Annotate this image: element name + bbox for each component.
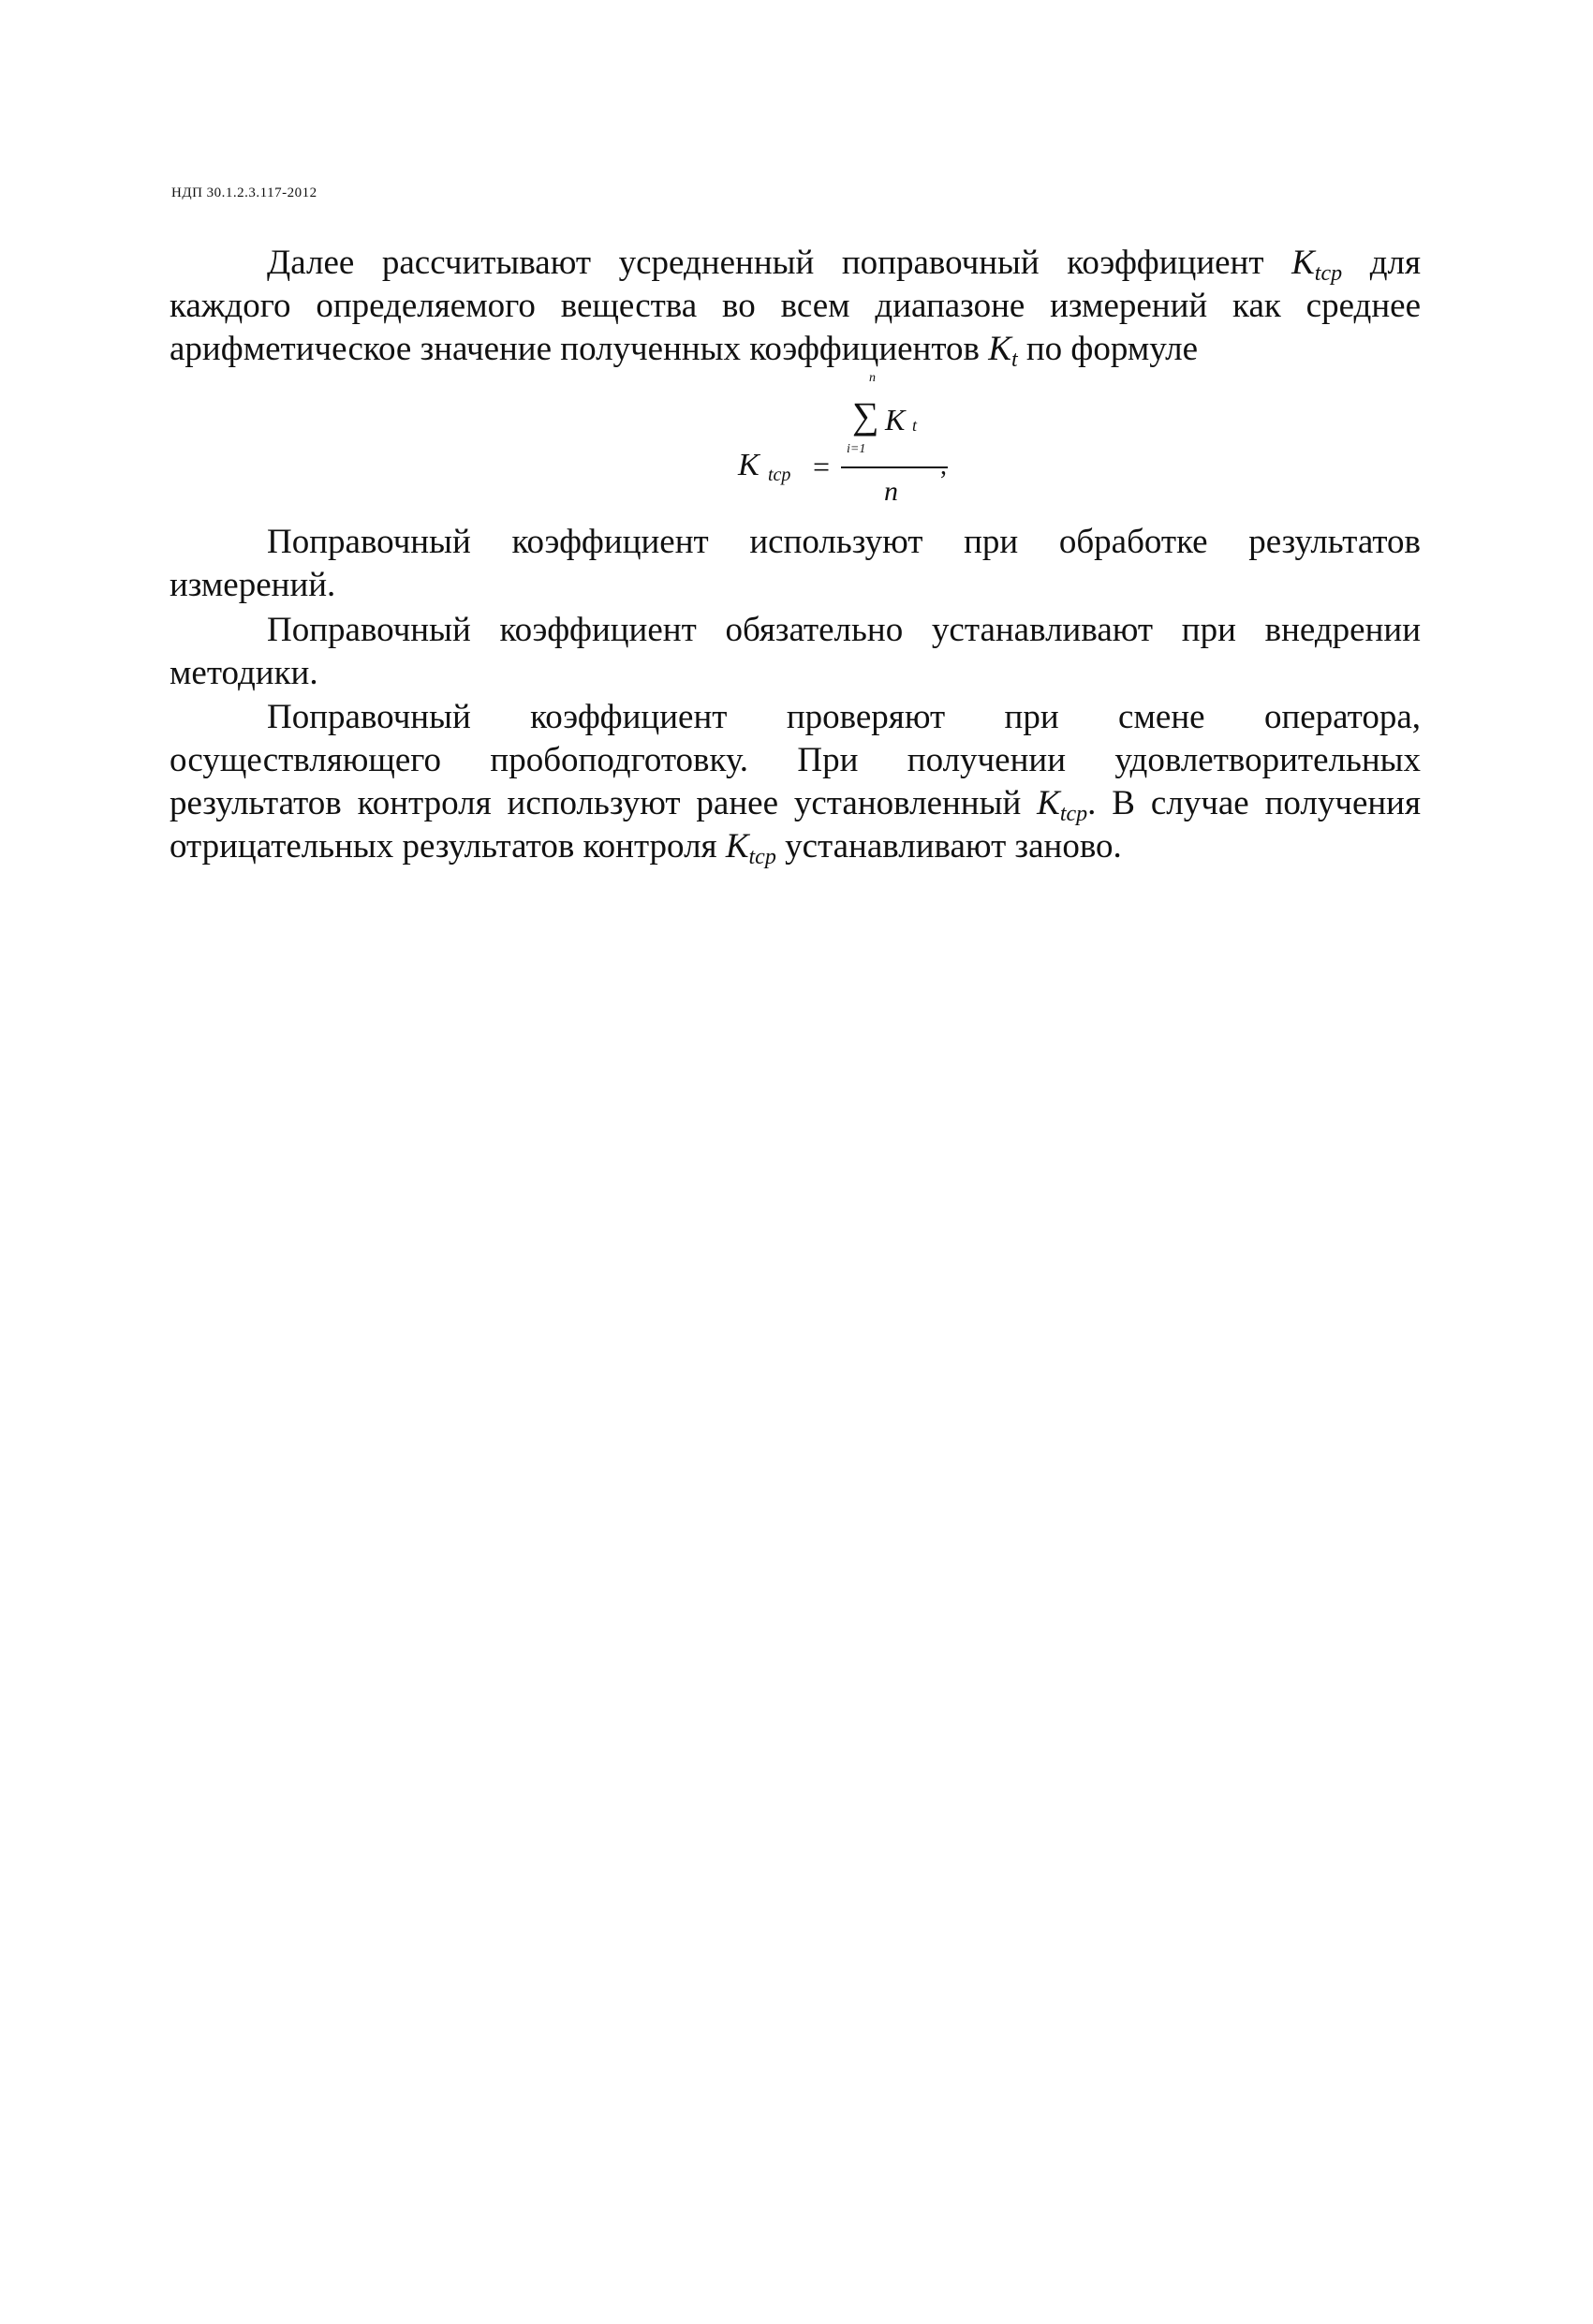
formula-numerator-symbol: K: [885, 403, 906, 437]
paragraph4-text-2: . В случае получения отрицательных результатов контроля: [170, 784, 1421, 866]
formula-trailing-comma: ,: [940, 451, 947, 481]
symbol-k-tcp: $K_{tср}$: [1291, 244, 1343, 286]
symbol-k-t: $K_t$: [988, 330, 1018, 372]
formula-lhs-subscript: tср: [768, 465, 791, 485]
summation-sign: ∑: [852, 394, 879, 437]
formula-sum-lower-limit: i=1: [847, 442, 866, 456]
paragraph4-text-3: устанавливают заново.: [775, 827, 1122, 866]
document-code-header: НДП 30.1.2.3.117-2012: [171, 185, 317, 200]
paragraph-usage: Поправочный коэффициент используют при обработке результатов измерений.: [170, 523, 1421, 604]
fraction-bar: [841, 466, 948, 468]
paragraph1-text-3: по формуле: [1017, 330, 1199, 368]
formula-lhs-symbol: K: [738, 448, 760, 482]
symbol-k-tcp: $K_{tср}$: [1037, 784, 1088, 826]
paragraph4-text-1: Поправочный коэффициент проверяют при смене оператора, осуществляющего пробоподготовку. При получении удовлетворительных результатов контроля используют ранее установленный: [170, 698, 1421, 822]
paragraph-implementation: Поправочный коэффициент обязательно устанавливают при внедрении методики.: [170, 611, 1421, 692]
paragraph-verification: [170, 696, 1421, 868]
formula-equals-sign: =: [813, 450, 831, 483]
paragraph1-text-2: для каждого определяемого вещества во всем диапазоне измерений как среднее арифметическое значение полученных коэффициентов: [170, 244, 1422, 368]
formula-sum-upper-limit: n: [869, 371, 876, 385]
formula-numerator-subscript: t: [912, 416, 918, 435]
symbol-k-tcp: $K_{tср}$: [725, 827, 776, 869]
formula-denominator: n: [884, 476, 898, 507]
average-coefficient-formula: [712, 371, 993, 517]
paragraph-average-coefficient: [170, 242, 1421, 371]
paragraph1-text-1: Далее рассчитывают усредненный поправочный коэффициент: [267, 244, 1292, 282]
